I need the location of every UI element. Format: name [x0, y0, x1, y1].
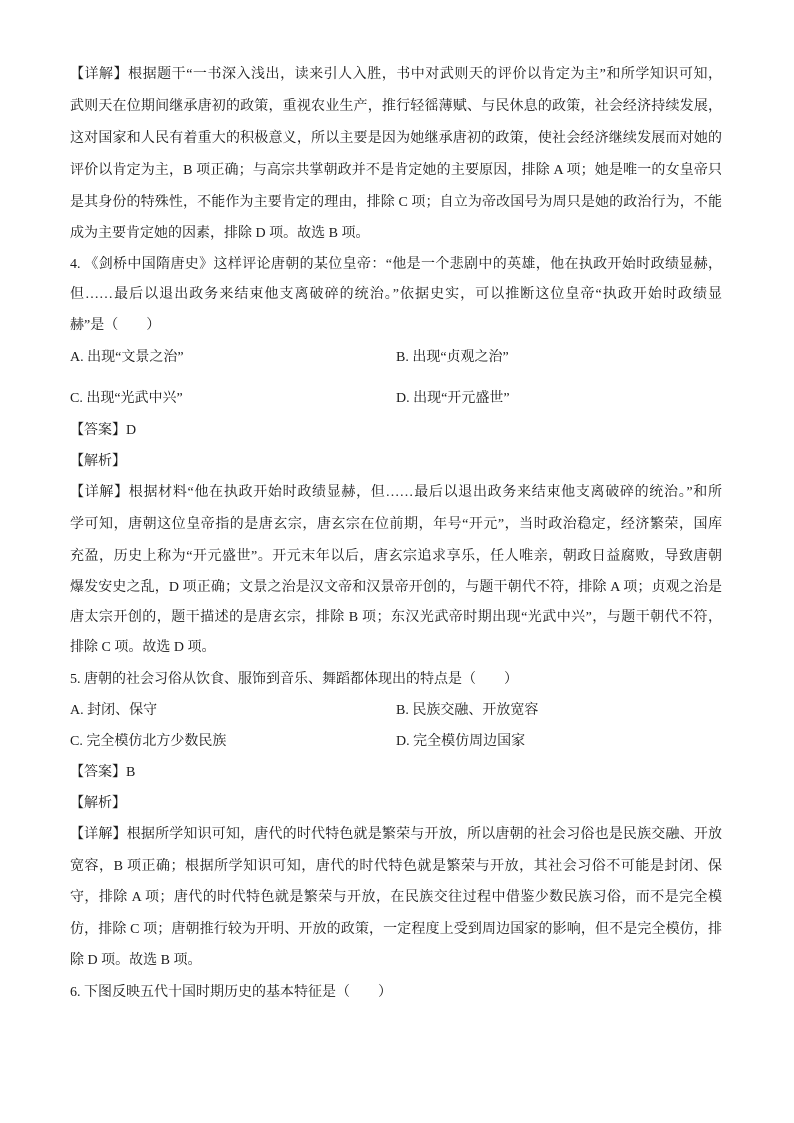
q5-detail-line: 除 D 项。故选 B 项。: [70, 953, 202, 968]
q5-analysis-label: 【解析】: [70, 796, 126, 811]
q3-detail-line: 这对国家和人民有着重大的积极意义，所以主要是因为她继承唐初的政策，使社会经济继续发展而对她的: [70, 131, 722, 146]
q5-answer: 【答案】B: [70, 765, 136, 780]
q4-detail-line: 爆发安史之乱，D 项正确；文景之治是汉文帝和汉景帝开创的，与题干朝代不符，排除 A 项；贞观之治是: [70, 580, 722, 595]
q5-detail-line: 宽容，B 项正确；根据所学知识可知，唐代的时代特色就是繁荣与开放，其社会习俗不可能是封闭、保: [70, 859, 722, 874]
q3-detail-line: 武则天在位期间继承唐初的政策，重视农业生产，推行轻徭薄赋、与民休息的政策，社会经济持续发展，: [70, 99, 722, 114]
q3-detail-line: 是其身份的特殊性，不能作为主要肯定的理由，排除 C 项；自立为帝改国号为周只是她的政治行为，不能: [70, 195, 722, 210]
q4-option-a: A. 出现“文景之治”: [70, 350, 184, 365]
q5-option-c: C. 完全模仿北方少数民族: [70, 734, 227, 749]
q4-detail-line: 充盈，历史上称为“开元盛世”。开元末年以后，唐玄宗追求享乐，任人唯亲，朝政日益腐败，导致唐朝: [70, 549, 722, 564]
q4-stem-line: 赫”是（ ）: [70, 318, 161, 333]
q4-answer: 【答案】D: [70, 423, 137, 438]
q5-detail-line: 仿，排除 C 项；唐朝推行较为开明、开放的政策，一定程度上受到周边国家的影响，但不是完全模仿，排: [70, 922, 722, 937]
q3-detail-line: 【详解】根据题干“一书深入浅出，读来引人入胜，书中对武则天的评价以肯定为主”和所学知识可知，: [70, 67, 722, 82]
q4-stem-line: 4. 《剑桥中国隋唐史》这样评论唐朝的某位皇帝：“他是一个悲剧中的英雄，他在执政开始时政绩显赫，: [70, 257, 722, 272]
q4-detail-line: 【详解】根据材料“他在执政开始时政绩显赫，但……最后以退出政务来结束他支离破碎的统治。”和所: [70, 485, 722, 500]
q4-analysis-label: 【解析】: [70, 454, 126, 469]
q6-stem: 6. 下图反映五代十国时期历史的基本特征是（ ）: [70, 985, 392, 1000]
q5-option-d: D. 完全模仿周边国家: [396, 734, 526, 749]
q4-detail-line: 排除 C 项。故选 D 项。: [70, 640, 216, 655]
q5-detail-line: 【详解】根据所学知识可知，唐代的时代特色就是繁荣与开放，所以唐朝的社会习俗也是民族交融、开放: [70, 827, 722, 842]
q4-option-b: B. 出现“贞观之治”: [396, 350, 509, 365]
q4-option-d: D. 出现“开元盛世”: [396, 391, 510, 406]
q4-stem-line: 但……最后以退出政务来结束他支离破碎的统治。”依据史实，可以推断这位皇帝“执政开始时政绩显: [70, 287, 722, 302]
q5-detail-line: 守，排除 A 项；唐代的时代特色就是繁荣与开放，在民族交往过程中借鉴少数民族习俗，而不是完全模: [70, 890, 722, 905]
q4-detail-line: 唐太宗开创的，题干描述的是唐玄宗，排除 B 项；东汉光武帝时期出现“光武中兴”，与题干朝代不符，: [70, 610, 722, 625]
q4-option-c: C. 出现“光武中兴”: [70, 391, 183, 406]
q5-option-b: B. 民族交融、开放宽容: [396, 703, 539, 718]
q4-detail-line: 学可知，唐朝这位皇帝指的是唐玄宗，唐玄宗在位前期，年号“开元”，当时政治稳定，经济繁荣，国库: [70, 517, 722, 532]
q3-detail-line: 成为主要肯定她的因素，排除 D 项。故选 B 项。: [70, 226, 370, 241]
q5-stem: 5. 唐朝的社会习俗从饮食、服饰到音乐、舞蹈都体现出的特点是（ ）: [70, 672, 518, 687]
q5-option-a: A. 封闭、保守: [70, 703, 158, 718]
q3-detail-line: 评价以肯定为主，B 项正确；与高宗共掌朝政并不是肯定她的主要原因，排除 A 项；她是唯一的女皇帝只: [70, 163, 722, 178]
